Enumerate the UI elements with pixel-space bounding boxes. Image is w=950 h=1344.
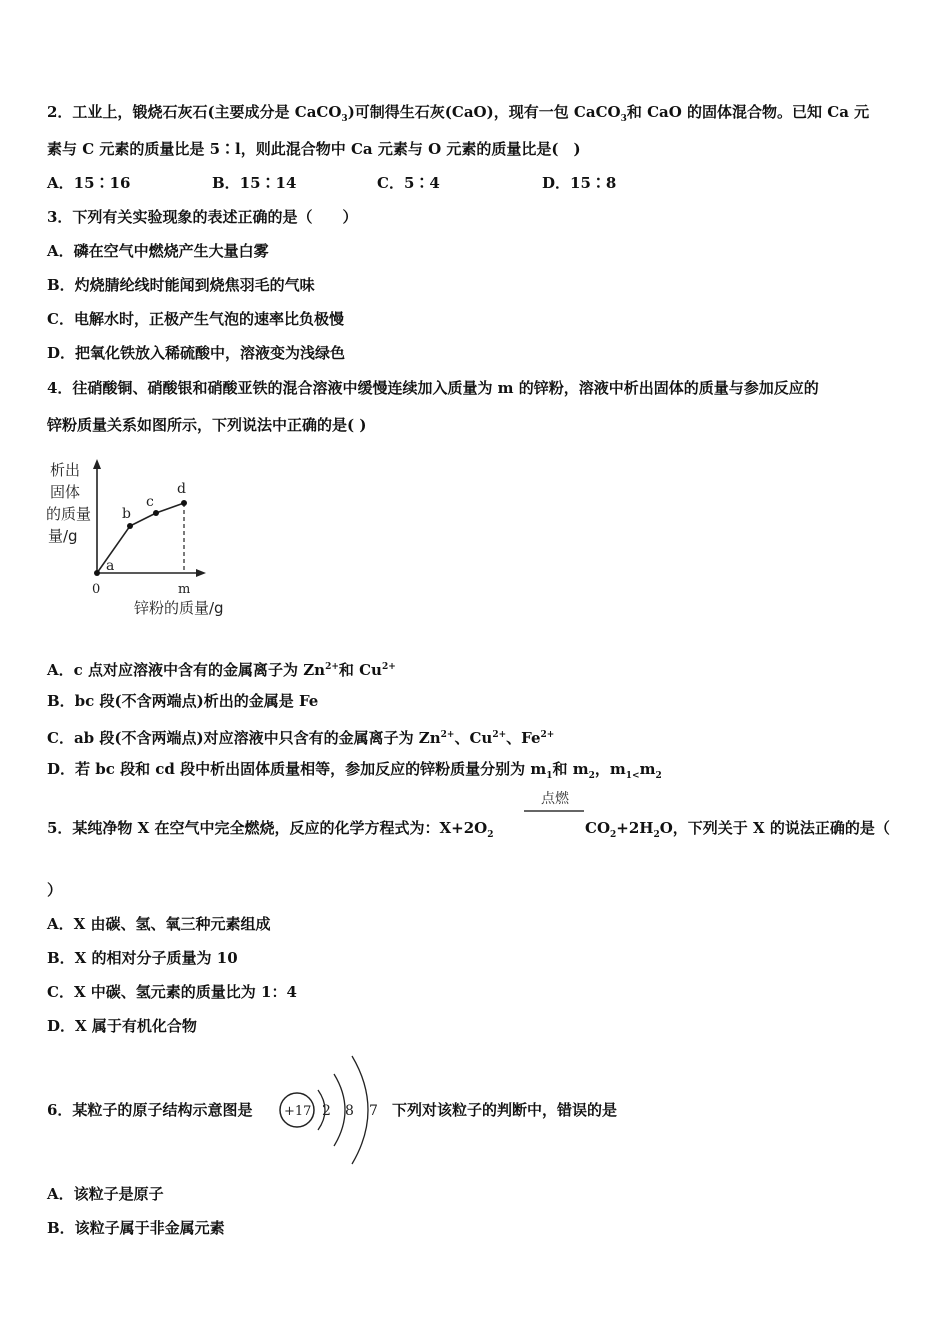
q4-y-label-1: 析出 xyxy=(50,461,81,479)
q4-m-label: m xyxy=(178,582,191,597)
q4-origin-label: 0 xyxy=(92,582,101,597)
q4-point-b xyxy=(127,523,133,529)
q6-shell-3-count: 7 xyxy=(369,1103,378,1119)
q5-stem-close: ） xyxy=(47,881,63,899)
q6-shell-1-count: 2 xyxy=(322,1103,331,1119)
q5-condition: 点燃 xyxy=(541,791,569,807)
q5-option-c: C．X 中碳、氢元素的质量比为 1：4 xyxy=(47,983,297,1001)
q5-arrow-line xyxy=(524,810,584,812)
q6-atom-diagram xyxy=(276,1048,388,1168)
q2-stem-line1: 2．工业上，锻烧石灰石(主要成分是 CaCO$_3$)可制得生石灰(CaO)，现有一包 CaCO$_3$和 CaO 的固体混合物。已知 Ca 元 xyxy=(47,103,870,124)
q2-option-b: B．15∶14 xyxy=(212,174,297,192)
q6-option-a: A．该粒子是原子 xyxy=(47,1185,164,1203)
q3-stem: 3．下列有关实验现象的表述正确的是（ ） xyxy=(47,208,358,226)
q4-x-label: 锌粉的质量/g xyxy=(134,599,224,617)
q4-y-label-2: 固体 xyxy=(50,483,81,501)
q4-y-label-4: 量/g xyxy=(48,527,78,545)
q6-stem-rest: 下列对该粒子的判断中，错误的是 xyxy=(392,1101,618,1119)
q4-label-a: a xyxy=(106,558,115,574)
q6-shell-2-count: 8 xyxy=(345,1103,354,1119)
q4-label-b: b xyxy=(122,506,131,522)
q4-point-c xyxy=(153,510,159,516)
q6-shell-3 xyxy=(352,1056,368,1164)
q3-option-d: D．把氧化铁放入稀硫酸中，溶液变为浅绿色 xyxy=(47,344,346,362)
q6-nucleus-label: +17 xyxy=(284,1104,312,1119)
q4-point-a xyxy=(94,570,100,576)
q4-stem-line2: 锌粉质量关系如图所示，下列说法中正确的是( ) xyxy=(47,416,367,434)
q2-stem-line2: 素与 C 元素的质量比是 5∶l，则此混合物中 Ca 元素与 O 元素的质量比是( ) xyxy=(47,140,581,158)
q3-option-b: B．灼烧腈纶线时能闻到烧焦羽毛的气味 xyxy=(47,276,315,294)
q4-stem-line1: 4．往硝酸铜、硝酸银和硝酸亚铁的混合溶液中缓慢连续加入质量为 m 的锌粉，溶液中析出固体的质量与参加反应的 xyxy=(47,379,819,397)
q4-label-d: d xyxy=(177,481,186,497)
q3-option-c: C．电解水时，正极产生气泡的速率比负极慢 xyxy=(47,310,344,328)
q4-point-d xyxy=(181,500,187,506)
q3-option-a: A．磷在空气中燃烧产生大量白雾 xyxy=(47,242,269,260)
q2-option-c: C．5∶4 xyxy=(377,174,440,192)
q5-stem: 5．某纯净物 X 在空气中完全燃烧，反应的化学方程式为：$X+2O_2$ xyxy=(47,819,494,840)
q2-option-a: A．15∶16 xyxy=(47,174,131,192)
q5-option-b: B．X 的相对分子质量为 10 xyxy=(47,949,238,967)
q6-shell-2 xyxy=(334,1074,345,1146)
q6-option-b: B．该粒子属于非金属元素 xyxy=(47,1219,225,1237)
q4-option-c: C．ab 段(不含两端点)对应溶液中只含有的金属离子为 $Zn^{2+}$、$Cu^{2+}$、$Fe^{2+}$ xyxy=(47,729,555,747)
q4-x-arrow xyxy=(196,569,206,577)
q4-y-label-3: 的质量 xyxy=(46,505,92,523)
q5-option-d: D．X 属于有机化合物 xyxy=(47,1017,197,1035)
q4-option-d: D．若 bc 段和 cd 段中析出固体质量相等，参加反应的锌粉质量分别为 $m_1$和 $m_2$，$m_{1<}m_2$ xyxy=(47,760,662,781)
q2-option-d: D．15∶8 xyxy=(542,174,617,192)
q4-y-arrow xyxy=(93,459,101,469)
q4-option-b: B．bc 段(不含两端点)析出的金属是 Fe xyxy=(47,692,319,710)
q6-stem: 6．某粒子的原子结构示意图是 xyxy=(47,1101,253,1119)
q5-option-a: A．X 由碳、氢、氧三种元素组成 xyxy=(47,915,271,933)
q5-stem-rest: $CO_2+2H_2O$，下列关于 X 的说法正确的是（ xyxy=(585,819,890,840)
q4-label-c: c xyxy=(146,494,154,510)
q4-graph xyxy=(40,455,250,625)
q4-option-a: A．c 点对应溶液中含有的金属离子为 $Zn^{2+}$和 $Cu^{2+}$ xyxy=(47,661,396,679)
